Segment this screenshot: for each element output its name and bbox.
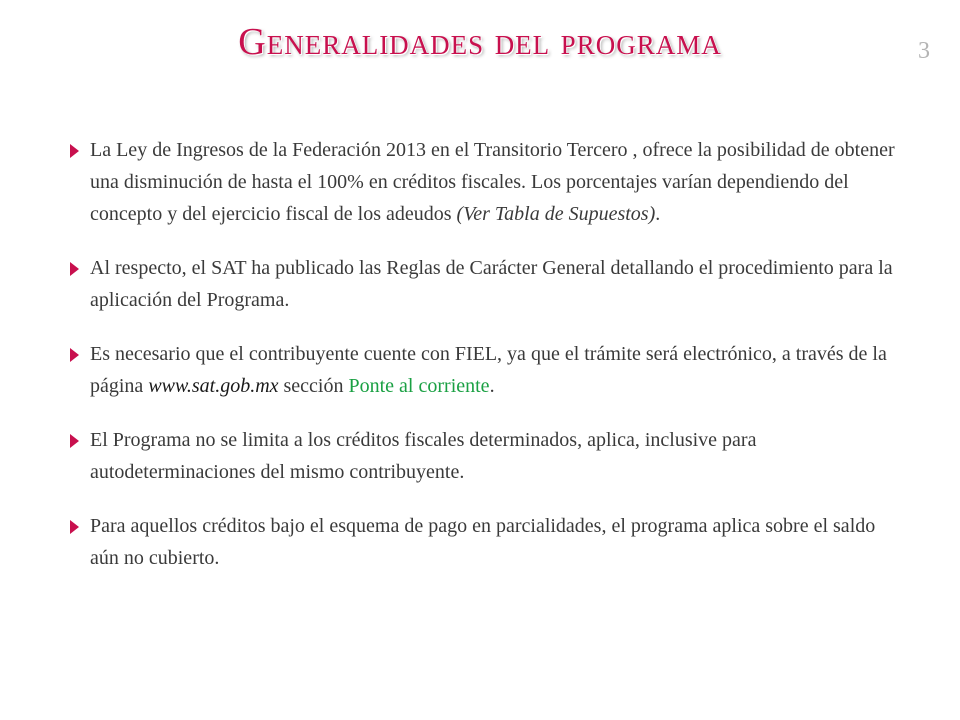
bullet-item-1 xyxy=(70,134,900,230)
bullet-item-4 xyxy=(70,424,900,488)
ponte-al-corriente-section: Ponte al corriente xyxy=(348,375,490,397)
triangle-right-icon xyxy=(70,434,79,448)
triangle-right-icon xyxy=(70,144,79,158)
bullet-item-5 xyxy=(70,510,900,574)
bullet-2-text: Al respecto, el SAT ha publicado las Reglas de Carácter General detallando el procedimiento para la aplicación del Programa. xyxy=(90,257,893,311)
bullet-3-end: . xyxy=(489,375,495,397)
triangle-right-icon xyxy=(70,348,79,362)
bullet-list xyxy=(70,134,900,596)
bullet-3-text: Es necesario que el contribuyente cuente con FIEL, ya que el trámite será electrónico, a través de la página xyxy=(90,343,887,397)
page-number: 3 xyxy=(918,38,930,64)
sat-website-link[interactable]: www.sat.gob.mx xyxy=(148,375,279,397)
bullet-3-middle: sección xyxy=(278,375,349,397)
bullet-4-text: El Programa no se limita a los créditos fiscales determinados, aplica, inclusive para autodeterminaciones del mismo contribuyente. xyxy=(90,429,757,483)
bullet-item-3 xyxy=(70,338,900,402)
slide-title: Generalidades del programa xyxy=(238,21,722,63)
bullet-5-text: Para aquellos créditos bajo el esquema de pago en parcialidades, el programa aplica sobre el saldo aún no cubierto. xyxy=(90,515,876,569)
bullet-1-text: La Ley de Ingresos de la Federación 2013 en el Transitorio Tercero , ofrece la posibilidad de obtener una disminución de hasta el 100% en créditos fiscales. Los porcentajes varían dependiendo del concepto y del ejercicio fiscal de los adeudos xyxy=(90,139,895,225)
bullet-1-table-reference: (Ver Tabla de Supuestos) xyxy=(456,203,656,225)
triangle-right-icon xyxy=(70,262,79,276)
bullet-item-2 xyxy=(70,252,900,316)
bullet-1-end: . xyxy=(655,203,661,225)
triangle-right-icon xyxy=(70,520,79,534)
